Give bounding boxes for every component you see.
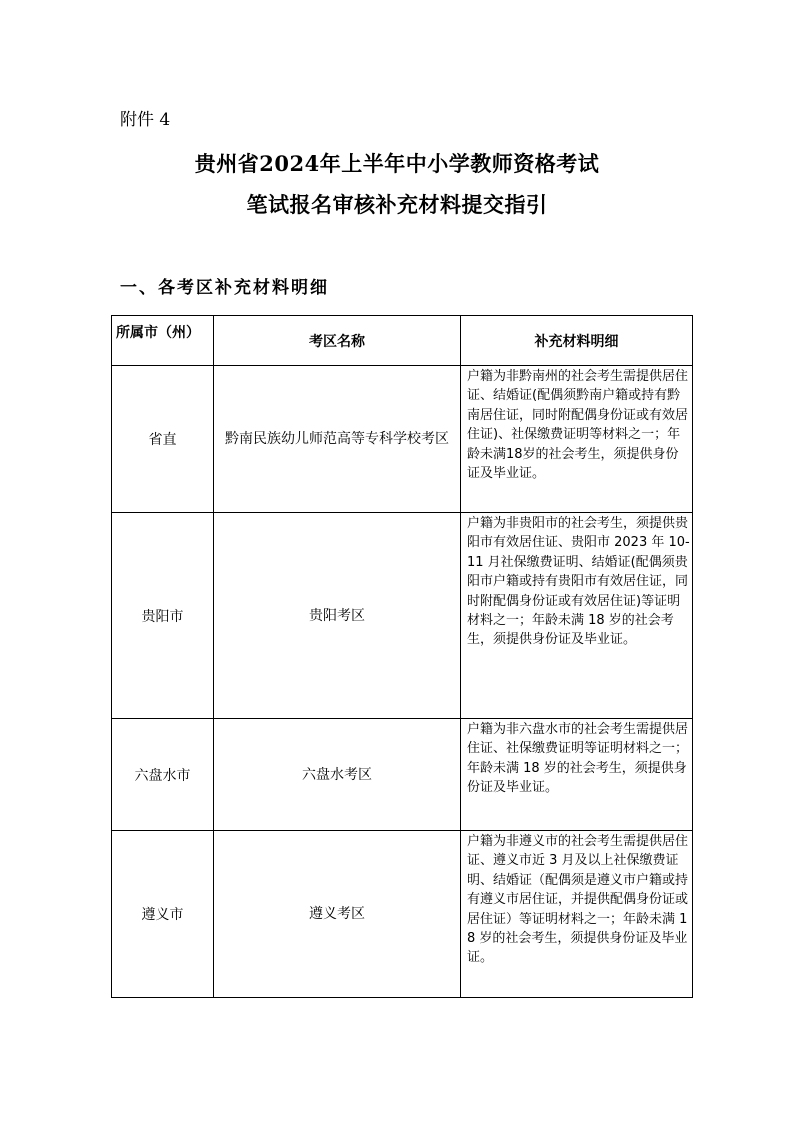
attachment-label: 附件 4 bbox=[120, 110, 171, 130]
row-district: 贵阳考区 bbox=[214, 513, 461, 719]
row-detail: 户籍为非黔南州的社会考生需提供居住证、结婚证(配偶须黔南户籍或持有黔南居住证，同时附配偶身份证或有效居住证)、社保缴费证明等材料之一；年龄未满18岁的社会考生，须提供身份证及毕业证。 bbox=[461, 366, 693, 513]
table-row bbox=[112, 831, 693, 998]
row-district: 遵义考区 bbox=[214, 831, 461, 998]
row-city: 六盘水市 bbox=[112, 719, 214, 831]
header-city: 所属市（州） bbox=[112, 316, 214, 366]
row-district: 黔南民族幼儿师范高等专科学校考区 bbox=[214, 366, 461, 513]
row-detail: 户籍为非六盘水市的社会考生需提供居住证、社保缴费证明等证明材料之一；年龄未满 18 岁的社会考生，须提供身份证及毕业证。 bbox=[461, 719, 693, 831]
row-detail: 户籍为非贵阳市的社会考生，须提供贵阳市有效居住证、贵阳市 2023 年 10-11 月社保缴费证明、结婚证(配偶须贵阳市户籍或持有贵阳市有效居住证，同时附配偶身份证或有效居住证)等证明材料之一；年龄未满 18 岁的社会考生，须提供身份证及毕业证。 bbox=[461, 513, 693, 719]
document-title-line2: 笔试报名审核补充材料提交指引 bbox=[246, 192, 548, 217]
document-title-line1: 贵州省2024年上半年中小学教师资格考试 bbox=[194, 151, 600, 176]
row-city: 遵义市 bbox=[112, 831, 214, 998]
row-detail: 户籍为非遵义市的社会考生需提供居住证、遵义市近 3 月及以上社保缴费证明、结婚证（配偶须是遵义市户籍或持有遵义市居住证，并提供配偶身份证或居住证）等证明材料之一；年龄未满 18 岁的社会考生，须提供身份证及毕业证。 bbox=[461, 831, 693, 998]
table-row bbox=[112, 513, 693, 719]
row-city: 贵阳市 bbox=[112, 513, 214, 719]
table-row bbox=[112, 366, 693, 513]
header-detail: 补充材料明细 bbox=[461, 316, 693, 366]
section-heading: 一、各考区补充材料明细 bbox=[120, 278, 329, 298]
header-district: 考区名称 bbox=[214, 316, 461, 366]
row-city: 省直 bbox=[112, 366, 214, 513]
table-header-row bbox=[112, 316, 693, 366]
table-row bbox=[112, 719, 693, 831]
materials-table bbox=[111, 315, 693, 998]
row-district: 六盘水考区 bbox=[214, 719, 461, 831]
